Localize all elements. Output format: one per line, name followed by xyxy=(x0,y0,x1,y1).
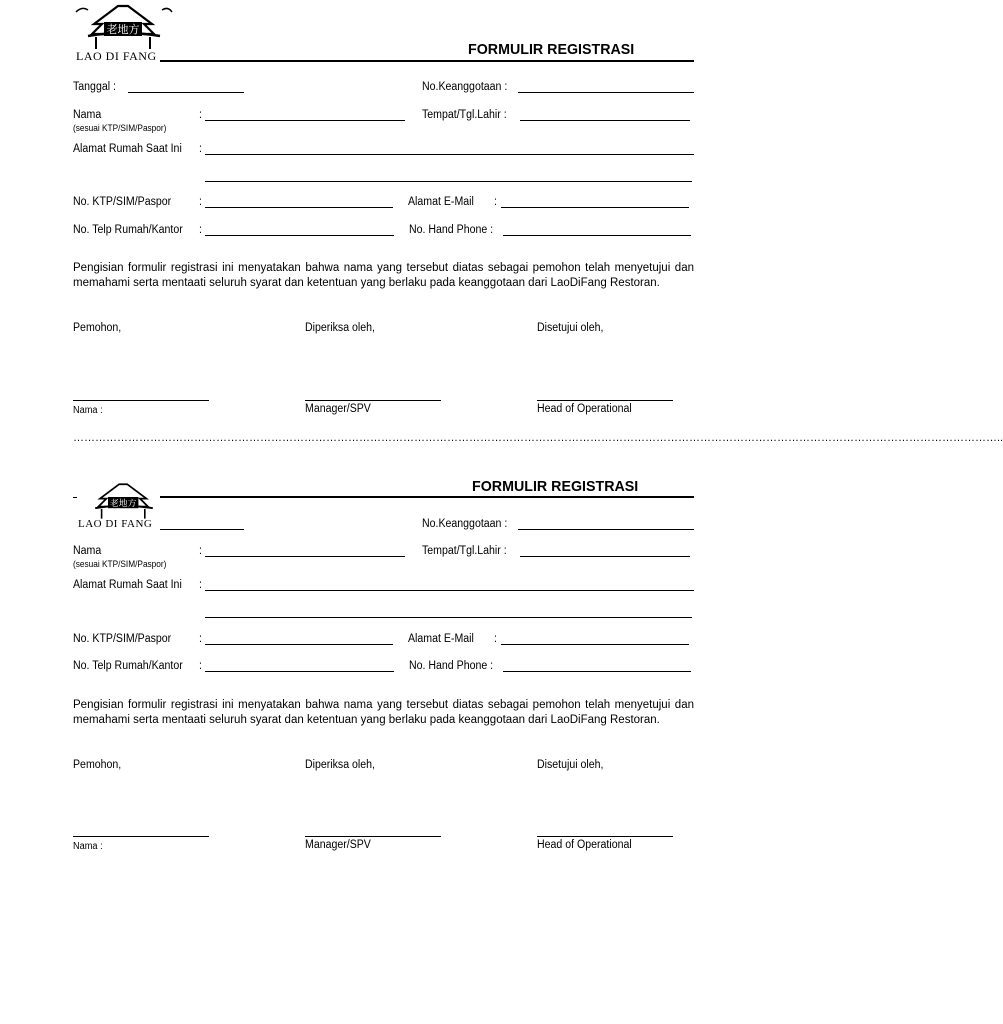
signature-nama-label: Nama : xyxy=(73,841,103,852)
alamat-email-field[interactable] xyxy=(501,644,689,645)
alamat-rumah-field-1[interactable] xyxy=(205,154,694,155)
no-ktp-field[interactable] xyxy=(205,644,393,645)
alamat-colon: : xyxy=(199,143,202,155)
form-title: FORMULIR REGISTRASI xyxy=(468,41,635,58)
no-telp-field[interactable] xyxy=(205,671,394,672)
nama-note: (sesuai KTP/SIM/Paspor) xyxy=(73,123,167,133)
no-hp-label: No. Hand Phone : xyxy=(409,224,494,236)
alamat-colon: : xyxy=(199,579,202,591)
ktp-colon: : xyxy=(199,633,202,645)
tempat-tgl-lahir-label: Tempat/Tgl.Lahir : xyxy=(422,109,507,121)
pagoda-roof-logo-icon xyxy=(84,482,164,520)
nama-colon: : xyxy=(199,109,202,121)
tempat-tgl-lahir-field[interactable] xyxy=(520,556,690,557)
tempat-tgl-lahir-label: Tempat/Tgl.Lahir : xyxy=(422,545,507,557)
logo xyxy=(74,482,174,534)
pemohon-label: Pemohon, xyxy=(73,322,122,334)
disetujui-label: Disetujui oleh, xyxy=(537,322,604,334)
logo-chinese: 老地方 xyxy=(106,23,140,36)
manager-label: Manager/SPV xyxy=(305,403,371,415)
diperiksa-label: Diperiksa oleh, xyxy=(305,322,375,334)
manager-signature-line[interactable] xyxy=(305,836,441,837)
no-telp-field[interactable] xyxy=(205,235,394,236)
no-keanggotaan-field[interactable] xyxy=(518,529,694,530)
telp-colon: : xyxy=(199,660,202,672)
logo-dash xyxy=(73,497,77,498)
nama-colon: : xyxy=(199,545,202,557)
head-signature-line[interactable] xyxy=(537,400,673,401)
no-telp-label: No. Telp Rumah/Kantor xyxy=(73,660,183,672)
no-ktp-field[interactable] xyxy=(205,207,393,208)
cut-line: ……………………………………………………………………………………………………………………………………………………………………………………………………………………………….. xyxy=(73,432,1003,444)
no-keanggotaan-label: No.Keanggotaan : xyxy=(422,81,508,93)
no-ktp-label: No. KTP/SIM/Paspor xyxy=(73,633,172,645)
alamat-email-label: Alamat E-Mail xyxy=(408,196,474,208)
title-rule xyxy=(160,496,694,498)
alamat-rumah-label: Alamat Rumah Saat Ini xyxy=(73,579,182,591)
tempat-tgl-lahir-field[interactable] xyxy=(520,120,690,121)
logo xyxy=(74,4,174,62)
alamat-rumah-field-2[interactable] xyxy=(205,181,692,182)
signature-nama-label: Nama : xyxy=(73,405,103,416)
nama-field[interactable] xyxy=(205,556,405,557)
alamat-email-label: Alamat E-Mail xyxy=(408,633,474,645)
alamat-rumah-field-2[interactable] xyxy=(205,617,692,618)
manager-signature-line[interactable] xyxy=(305,400,441,401)
telp-colon: : xyxy=(199,224,202,236)
no-hp-label: No. Hand Phone : xyxy=(409,660,494,672)
no-keanggotaan-label: No.Keanggotaan : xyxy=(422,518,508,530)
head-label: Head of Operational xyxy=(537,403,632,415)
no-telp-label: No. Telp Rumah/Kantor xyxy=(73,224,183,236)
tanggal-field[interactable] xyxy=(160,529,244,530)
statement-paragraph: Pengisian formulir registrasi ini menyatakan bahwa nama yang tersebut diatas sebagai pemohon telah menyetujui dan memahami serta mentaati seluruh syarat dan ketentuan yang berlaku pada keanggotaan dari LaoDiFang Restoran. xyxy=(73,262,694,289)
no-keanggotaan-field[interactable] xyxy=(518,92,694,93)
head-signature-line[interactable] xyxy=(537,836,673,837)
nama-label: Nama xyxy=(73,109,102,121)
pemohon-label: Pemohon, xyxy=(73,759,122,771)
email-colon: : xyxy=(494,633,497,645)
pemohon-signature-line[interactable] xyxy=(73,836,209,837)
nama-note: (sesuai KTP/SIM/Paspor) xyxy=(73,559,167,569)
nama-label: Nama xyxy=(73,545,102,557)
no-hp-field[interactable] xyxy=(503,671,691,672)
logo-text: LAO DI FANG xyxy=(78,518,153,530)
head-label: Head of Operational xyxy=(537,839,632,851)
nama-field[interactable] xyxy=(205,120,405,121)
email-colon: : xyxy=(494,196,497,208)
alamat-rumah-field-1[interactable] xyxy=(205,590,694,591)
no-hp-field[interactable] xyxy=(503,235,691,236)
title-rule xyxy=(160,60,694,62)
pemohon-signature-line[interactable] xyxy=(73,400,209,401)
manager-label: Manager/SPV xyxy=(305,839,371,851)
tanggal-label: Tanggal : xyxy=(73,81,116,93)
statement-paragraph: Pengisian formulir registrasi ini menyatakan bahwa nama yang tersebut diatas sebagai pemohon telah menyetujui dan memahami serta mentaati seluruh syarat dan ketentuan yang berlaku pada keanggotaan dari LaoDiFang Restoran. xyxy=(73,699,694,726)
logo-chinese: 老地方 xyxy=(109,498,137,509)
diperiksa-label: Diperiksa oleh, xyxy=(305,759,375,771)
no-ktp-label: No. KTP/SIM/Paspor xyxy=(73,196,172,208)
alamat-email-field[interactable] xyxy=(501,207,689,208)
form-title: FORMULIR REGISTRASI xyxy=(472,478,639,495)
pagoda-roof-logo-icon xyxy=(74,4,174,50)
disetujui-label: Disetujui oleh, xyxy=(537,759,604,771)
ktp-colon: : xyxy=(199,196,202,208)
logo-text: LAO DI FANG xyxy=(76,49,157,63)
alamat-rumah-label: Alamat Rumah Saat Ini xyxy=(73,143,182,155)
tanggal-field[interactable] xyxy=(128,92,244,93)
